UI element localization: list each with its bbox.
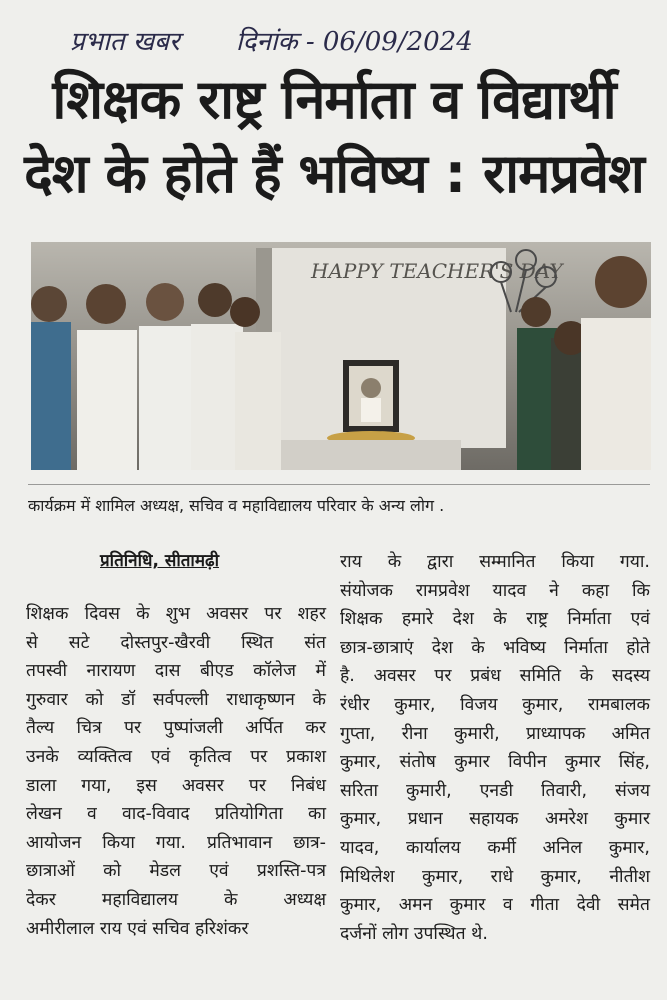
headline-line-2: देश के होते हैं भविष्य : रामप्रवेश bbox=[24, 142, 644, 205]
article-line: तैल्य चित्र पर पुष्पांजली अर्पित कर bbox=[26, 718, 326, 739]
article-line: अमीरीलाल राय एवं सचिव हरिशंकर bbox=[26, 918, 249, 939]
table bbox=[261, 440, 461, 470]
article-line: शिक्षक दिवस के शुभ अवसर पर शहर bbox=[26, 604, 326, 624]
photo-caption-divider bbox=[28, 484, 650, 485]
article-line: राय के द्वारा सम्मानित किया गया. bbox=[340, 552, 650, 572]
article-line: संयोजक रामप्रवेश यादव ने कहा कि bbox=[340, 580, 650, 601]
article-line: सरिता कुमारी, एनडी तिवारी, संजय bbox=[340, 780, 650, 801]
handwritten-source: प्रभात खबर bbox=[70, 27, 180, 57]
article-line: लेखन व वाद-विवाद प्रतियोगिता का bbox=[26, 804, 326, 825]
article-line: शिक्षक हमारे देश के राष्ट्र निर्माता एवं bbox=[340, 609, 650, 630]
article-line: गुरुवार को डॉ सर्वपल्ली राधाकृष्णन के bbox=[26, 689, 326, 710]
article-line: से सटे दोस्तपुर-खैरवी स्थित संत bbox=[26, 632, 326, 653]
handwritten-date: दिनांक - 06/09/2024 bbox=[235, 27, 473, 57]
article-column-left bbox=[26, 600, 326, 943]
article-line: कुमार, प्रधान सहायक अमरेश कुमार bbox=[340, 809, 650, 830]
news-photo bbox=[31, 242, 651, 470]
article-line: यादव, कार्यालय कर्मी अनिल कुमार, bbox=[340, 837, 650, 858]
article-line: मिथिलेश कुमार, राधे कुमार, नीतीश bbox=[340, 866, 650, 887]
article-line: कुमार, अमन कुमार व गीता देवी समेत bbox=[340, 895, 650, 916]
photo-caption: कार्यक्रम में शामिल अध्यक्ष, सचिव व महाविद्यालय परिवार के अन्य लोग . bbox=[28, 496, 445, 515]
banner-text: HAPPY TEACHER'S DAY bbox=[311, 259, 563, 283]
article-line: आयोजन किया गया. प्रतिभावान छात्र- bbox=[26, 832, 326, 853]
byline: प्रतिनिधि, सीतामढ़ी bbox=[100, 551, 219, 571]
article-line: है. अवसर पर प्रबंध समिति के सदस्य bbox=[340, 666, 650, 687]
article-line: देकर महाविद्यालय के अध्यक्ष bbox=[26, 889, 326, 910]
article-line: दर्जनों लोग उपस्थित थे. bbox=[340, 923, 488, 944]
article-line: छात्राओं को मेडल एवं प्रशस्ति-पत्र bbox=[26, 861, 326, 882]
article-line: उनके व्यक्तित्व एवं कृतित्व पर प्रकाश bbox=[26, 746, 326, 767]
article-line: कुमार, संतोष कुमार विपीन कुमार सिंह, bbox=[340, 752, 650, 773]
article-line: रंधीर कुमार, विजय कुमार, रामबालक bbox=[340, 694, 650, 715]
article-line: डाला गया, इस अवसर पर निबंध bbox=[26, 775, 326, 796]
photo-illustration bbox=[31, 242, 651, 470]
article-line: तपस्वी नारायण दास बीएड कॉलेज में bbox=[26, 661, 326, 682]
handwritten-source-date bbox=[70, 22, 650, 62]
article-column-right bbox=[340, 548, 650, 948]
headline-line-1: शिक्षक राष्ट्र निर्माता व विद्यार्थी bbox=[52, 68, 616, 131]
article-line: गुप्ता, रीना कुमारी, प्राध्यापक अमित bbox=[340, 723, 650, 744]
article-line: छात्र-छात्राएं देश के भविष्य निर्माता होते bbox=[340, 637, 650, 658]
